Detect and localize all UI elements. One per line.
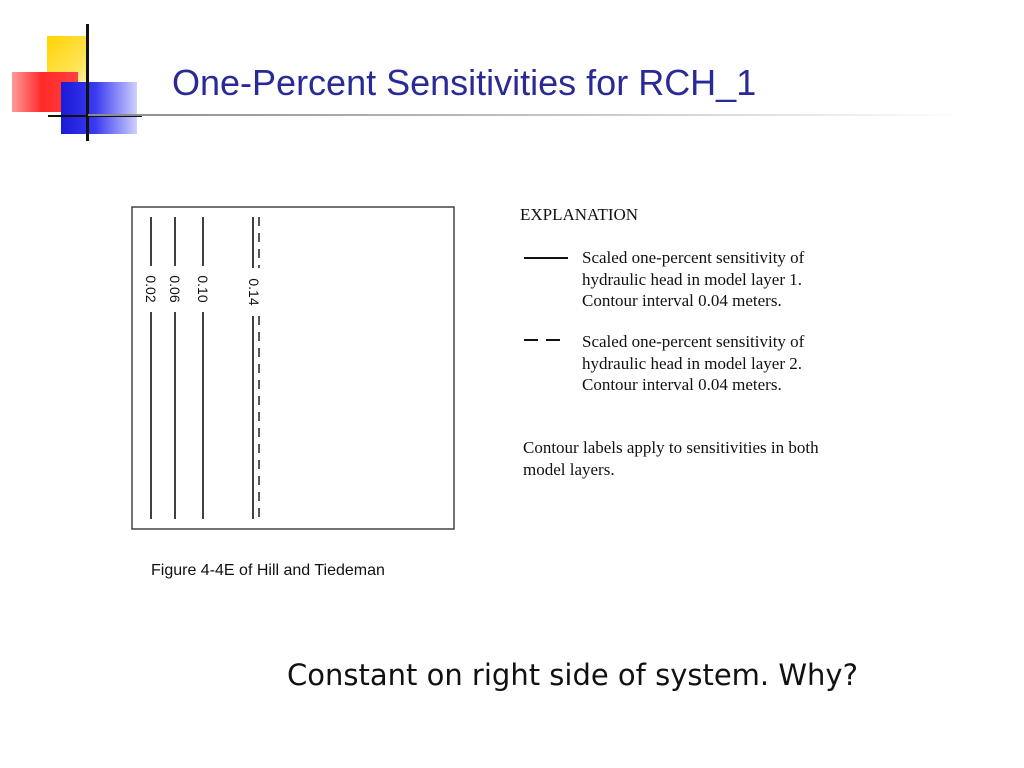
legend-line: Contour interval 0.04 meters. [582, 291, 782, 310]
legend-line: Scaled one-percent sensitivity of [582, 332, 805, 351]
figure-caption: Figure 4-4E of Hill and Tiedeman [151, 562, 385, 579]
legend-text-layer-2 [582, 331, 922, 396]
contour-line-0.14 [246, 217, 262, 519]
contour-label-0.14: 0.14 [246, 278, 262, 306]
legend-line: hydraulic head in model layer 1. [582, 269, 802, 289]
legend-line: Scaled one-percent sensitivity of [582, 248, 805, 267]
contour-line-0.02 [143, 217, 159, 519]
map-frame [132, 207, 454, 529]
legend-text-layer-1 [582, 247, 922, 312]
note-line: Contour labels apply to sensitivities in both [523, 438, 819, 457]
legend-line: hydraulic head in model layer 2. [582, 353, 802, 373]
note-line: model layers. [523, 459, 615, 479]
contour-label-0.06: 0.06 [167, 275, 183, 303]
explanation-heading: EXPLANATION [520, 205, 639, 224]
legend-solid-line-swatch [524, 257, 568, 259]
legend-line: Contour interval 0.04 meters. [582, 375, 782, 394]
slide-question-text: Constant on right side of system. Why? [287, 658, 858, 692]
contour-label-0.02: 0.02 [143, 275, 159, 303]
contour-line-0.06 [167, 217, 183, 519]
contour-labels-note [523, 437, 923, 480]
slide-title: One-Percent Sensitivities for RCH_1 [172, 62, 757, 103]
legend-dashed-line-swatch [524, 339, 568, 341]
contour-label-0.10: 0.10 [195, 275, 211, 303]
contour-line-0.10 [195, 217, 211, 519]
